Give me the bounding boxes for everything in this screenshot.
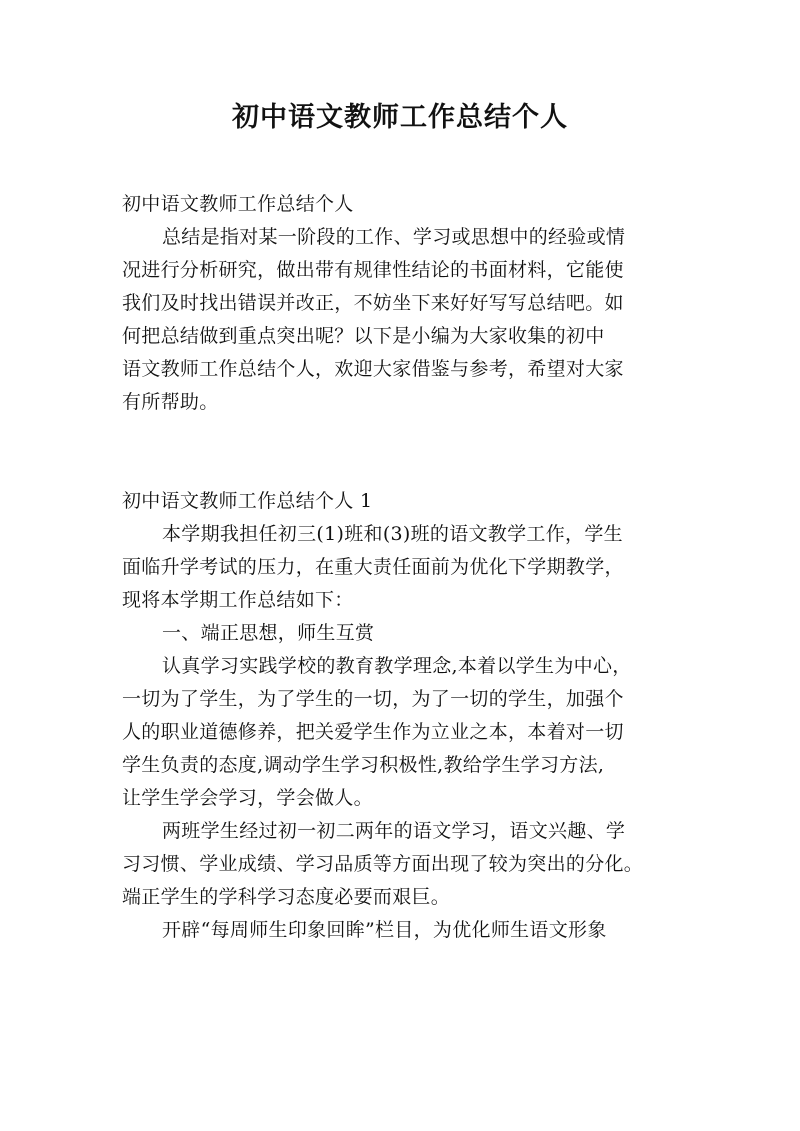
intro-line: 何把总结做到重点突出呢？以下是小编为大家收集的初中 bbox=[122, 325, 605, 347]
paragraph-line: 认真学习实践学校的教育教学理念,本着以学生为中心， bbox=[162, 655, 632, 677]
intro-heading: 初中语文教师工作总结个人 bbox=[122, 193, 354, 215]
paragraph-line: 本学期我担任初三(1)班和(3)班的语文教学工作，学生 bbox=[162, 523, 623, 545]
document-title: 初中语文教师工作总结个人 bbox=[232, 102, 568, 133]
intro-section bbox=[122, 188, 682, 419]
paragraph-line: 开辟“每周师生印象回眸”栏目，为优化师生语文形象 bbox=[162, 919, 607, 941]
paragraph-line: 人的职业道德修养，把关爱学生作为立业之本，本着对一切 bbox=[122, 721, 624, 743]
section-heading: 初中语文教师工作总结个人 1 bbox=[122, 490, 373, 512]
paragraph-line: 习习惯、学业成绩、学习品质等方面出现了较为突出的分化。 bbox=[122, 853, 644, 875]
subheading: 一、端正思想，师生互赏 bbox=[162, 622, 375, 644]
paragraph-line: 让学生学会学习，学会做人。 bbox=[122, 787, 373, 809]
paragraph-line: 现将本学期工作总结如下： bbox=[122, 589, 354, 611]
intro-line: 语文教师工作总结个人，欢迎大家借鉴与参考，希望对大家 bbox=[122, 358, 624, 380]
paragraph-line: 面临升学考试的压力，在重大责任面前为优化下学期教学， bbox=[122, 556, 624, 578]
paragraph-line: 两班学生经过初一初二两年的语文学习，语文兴趣、学 bbox=[162, 820, 626, 842]
paragraph-line: 学生负责的态度,调动学生学习积极性,教给学生学习方法, bbox=[122, 754, 605, 776]
intro-line: 我们及时找出错误并改正，不妨坐下来好好写写总结吧。如 bbox=[122, 292, 624, 314]
intro-line: 有所帮助。 bbox=[122, 391, 219, 413]
paragraph-line: 一切为了学生，为了学生的一切，为了一切的学生，加强个 bbox=[122, 688, 624, 710]
intro-line: 总结是指对某一阶段的工作、学习或思想中的经验或情 bbox=[162, 226, 626, 248]
section-1 bbox=[122, 485, 682, 947]
paragraph-line: 端正学生的学科学习态度必要而艰巨。 bbox=[122, 886, 451, 908]
intro-line: 况进行分析研究，做出带有规律性结论的书面材料，它能使 bbox=[122, 259, 624, 281]
